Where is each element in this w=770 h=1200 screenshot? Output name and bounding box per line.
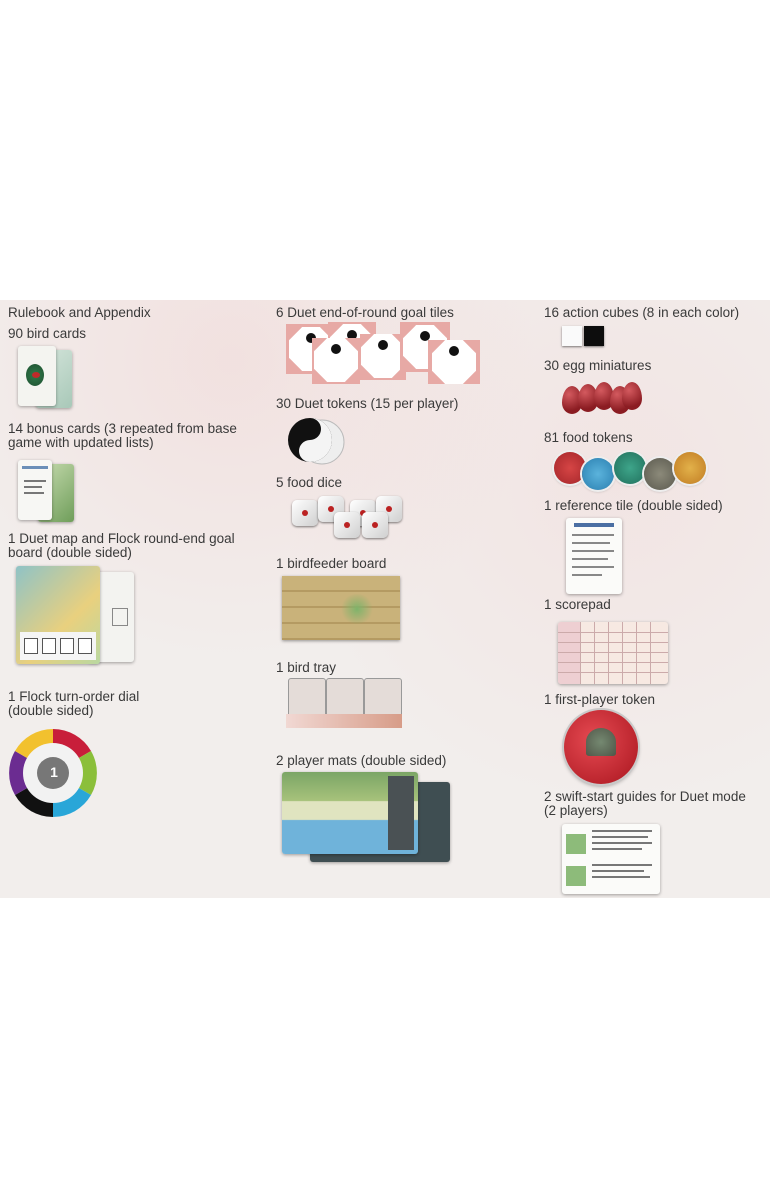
label-bird-cards: 90 bird cards <box>8 326 87 341</box>
label-first-player: 1 first-player token <box>544 692 656 707</box>
label-swift-start-2: (2 players) <box>544 803 608 818</box>
label-dial-1: 1 Flock turn-order dial <box>8 689 140 704</box>
label-swift-start-1: 2 swift-start guides for Duet mode <box>544 789 746 804</box>
label-duet-map-1: 1 Duet map and Flock round-end goal <box>8 531 235 546</box>
birdfeeder-board-image <box>282 576 400 640</box>
label-goal-tiles: 6 Duet end-of-round goal tiles <box>276 305 454 320</box>
dial-number: 1 <box>50 764 58 780</box>
bonus-cards-image <box>14 456 76 526</box>
label-bonus-cards-1: 14 bonus cards (3 repeated from base <box>8 421 237 436</box>
food-tokens-image <box>552 450 722 496</box>
scorepad-image <box>558 622 668 684</box>
bird-tray-image <box>286 676 402 730</box>
first-player-token <box>564 710 638 784</box>
label-food-tokens: 81 food tokens <box>544 430 633 445</box>
duet-map-image <box>14 564 136 668</box>
label-eggs: 30 egg miniatures <box>544 358 652 373</box>
label-duet-map-2: board (double sided) <box>8 545 132 560</box>
label-action-cubes: 16 action cubes (8 in each color) <box>544 305 740 320</box>
label-player-mats: 2 player mats (double sided) <box>276 753 447 768</box>
label-bird-tray: 1 bird tray <box>276 660 337 675</box>
bird-cards-image <box>16 346 76 412</box>
components-sheet <box>0 300 770 898</box>
action-cubes-image <box>562 326 612 350</box>
label-duet-tokens: 30 Duet tokens (15 per player) <box>276 396 459 411</box>
food-dice-image <box>290 494 420 542</box>
label-birdfeeder: 1 birdfeeder board <box>276 556 387 571</box>
player-mats-image <box>282 772 452 864</box>
goal-tiles-image <box>286 322 486 384</box>
label-rulebook: Rulebook and Appendix <box>8 305 151 320</box>
label-scorepad: 1 scorepad <box>544 597 611 612</box>
label-bonus-cards-2: game with updated lists) <box>8 435 154 450</box>
swift-start-guides-image <box>562 824 660 894</box>
egg-miniatures-image <box>560 378 650 422</box>
label-dial-2: (double sided) <box>8 703 94 718</box>
label-reference-tile: 1 reference tile (double sided) <box>544 498 723 513</box>
label-food-dice: 5 food dice <box>276 475 343 490</box>
reference-tile-image <box>566 518 622 594</box>
duet-tokens-image <box>286 414 346 470</box>
